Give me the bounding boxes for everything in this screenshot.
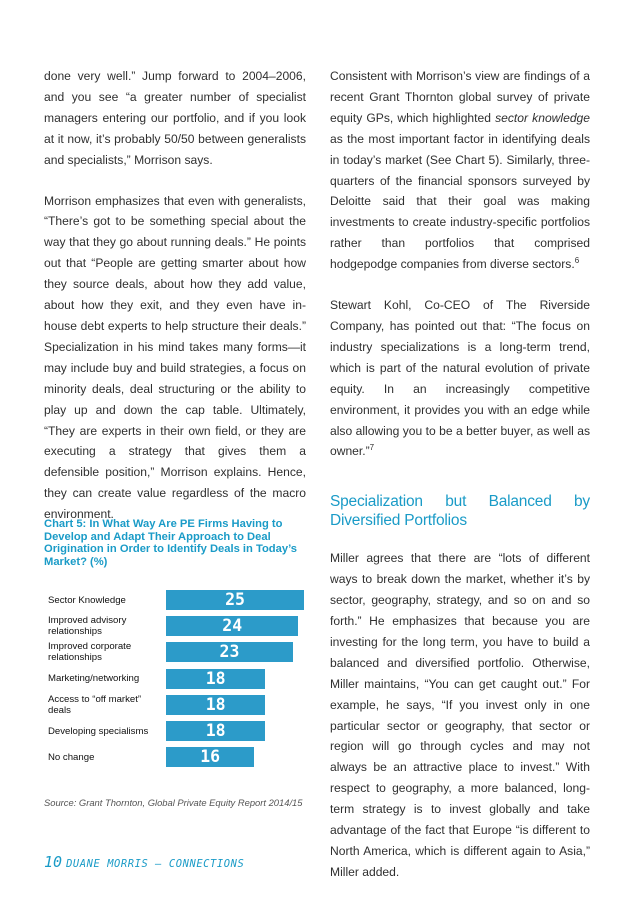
chart-value-label: 24: [222, 616, 243, 636]
left-column: [44, 66, 306, 545]
right-paragraph-2-text: Stewart Kohl, Co-CEO of The Riverside Company, has pointed out that: “The focus on industry specializations is a long-term trend, which is part of the natural evolution of private equity. In an increasingly competitive environment, it provides you with an edge while also allowing you to be a better buyer, as well as owner.”: [330, 298, 590, 459]
page-number: 10: [44, 853, 63, 871]
bar-chart: [44, 590, 306, 780]
right-paragraph-3: Miller agrees that there are “lots of different ways to break down the market, whether it’s by sector, geography, strategy, and so on and so forth.” He emphasizes that because you are investing for the long term, you have to build a balanced and diversified portfolio. Otherwise, Miller maintains, “You can get caught out.” For example, he says, “If you invest only in one particular sector or geography, that sector or region will go through cycles and may not always be an attractive place to invest.” With respect to geography, a more balanced, long-term strategy is to invest globally and take advantage of the fact that Europe “is different to North America, which is different again to Asia,” Miller added.: [330, 551, 590, 879]
chart-value-label: 18: [205, 668, 226, 688]
right-paragraph-1: [330, 66, 590, 275]
left-paragraph-2: Morrison emphasizes that even with generalists, “There’s got to be something special about the way that they go about running deals.” He points out that “People are getting smarter about how they source deals, about how they add value, about how they exit, and they even have in-house debt experts to help structure their deals.” Specialization in his mind takes many forms—it may include buy and build strategies, a focus on minority deals, deal structuring or the ability to play up and down the cap table. Ultimately, “They are experts in their own field, or they are executing a strategy that gives them a defensible position,” Morrison explains. Hence, they can create value regardless of the macro environment.: [44, 193, 306, 522]
chart-category-label: Improved advisory relationships: [48, 615, 127, 638]
right-paragraph-1-text-b: as the most important factor in identifying deals in today’s market (See Chart 5). Similarly, three-quarters of the financial sponsors surveyed by Deloitte said that their goal was making investments to create industry-specific portfolios rather than portfolios that comprised hodgepodge companies from diverse sectors.: [330, 131, 590, 272]
right-paragraph-1-text-a: Consistent with Morrison’s view are findings of a recent Grant Thornton global survey of private equity GPs, which highlighted: [330, 69, 590, 125]
chart-category-label: Marketing/networking: [48, 673, 140, 685]
chart-value-label: 18: [205, 694, 226, 714]
footnote-ref-7: 7: [369, 443, 375, 453]
chart-value-label: 18: [205, 721, 226, 740]
chart-title: Chart 5: In What Way Are PE Firms Having to Develop and Adapt Their Approach to Deal Origination in Order to Identify Deals in Today’s Market? (%): [44, 518, 297, 568]
page-footer: [44, 852, 244, 871]
right-column: [330, 66, 590, 903]
chart-category-label: No change: [48, 751, 95, 763]
chart-category-label: Developing specialisms: [48, 725, 149, 737]
chart-category-label: Sector Knowledge: [48, 594, 126, 606]
left-paragraph-1: done very well.” Jump forward to 2004–2006, and you see “a greater number of specialist managers entering our portfolio, and if you look at it now, it’s probably 50/50 between generalists and specialists,” Morrison says.: [44, 69, 306, 167]
section-heading: Specialization but Balanced by Diversified Portfolios: [330, 493, 590, 530]
right-paragraph-1-emphasis: sector knowledge: [495, 110, 590, 125]
chart-category-label: Improved corporate relationships: [48, 641, 132, 664]
right-paragraph-2: [330, 295, 590, 462]
chart-value-label: 16: [200, 747, 221, 767]
chart-category-label: Access to “off market” deals: [48, 693, 142, 716]
chart-value-label: 23: [219, 642, 240, 662]
chart-value-label: 25: [225, 590, 245, 609]
chart-source: Source: Grant Thornton, Global Private Equity Report 2014/15: [44, 797, 303, 808]
footnote-ref-6: 6: [574, 256, 580, 266]
publication-name: DUANE MORRIS — CONNECTIONS: [66, 858, 245, 870]
